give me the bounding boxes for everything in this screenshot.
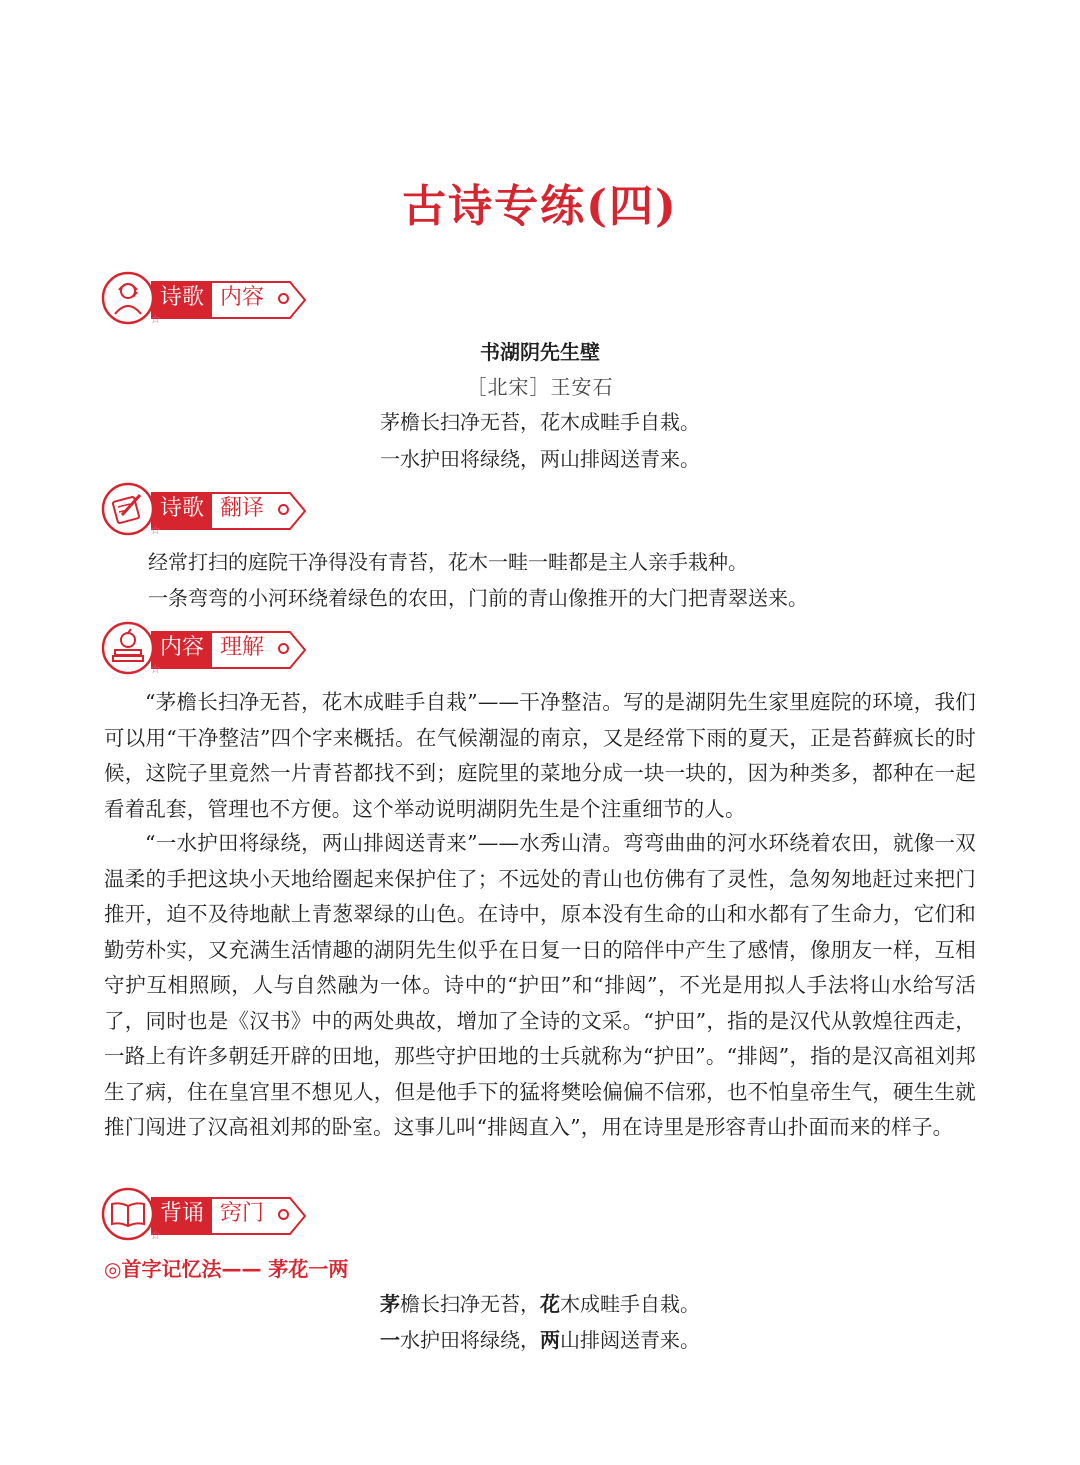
star-icon: ☆ [150, 1228, 161, 1242]
first-char: 茅 [380, 1292, 400, 1316]
section-header-translation [100, 481, 320, 541]
section-header-understanding [100, 620, 320, 680]
poem-title: 书湖阴先生壁 [480, 340, 600, 364]
translation-line: 一条弯弯的小河环绕着绿色的农田，门前的青山像推开的大门把青翠送来。 [148, 586, 808, 610]
line-text: 檐长扫净无苔， [400, 1292, 540, 1316]
star-icon: ☆ [150, 312, 161, 326]
line-text: 木成畦手自栽。 [560, 1292, 700, 1316]
memory-method: ◎首字记忆法—— 茅花一两 [104, 1257, 349, 1281]
section-dot [278, 293, 289, 304]
understanding-paragraph: “一水护田将绿绕，两山排闼送青来”——水秀山清。弯弯曲曲的河水环绕着农田，就像一双温柔的手把这块小天地给圈起来保护住了；不远处的青山也仿佛有了灵性，急匆匆地赶过来把门推开，迫不及待地献上青葱翠绿的山色。在诗中，原本没有生命的山和水都有了生命力，它们和勤劳朴实，又充满生活情趣的湖阴先生似乎在日复一日的陪伴中产生了感情，像朋友一样，互相守护互相照顾，人与自然融为一体。诗中的“护田”和“排闼”，不光是用拟人手法将山水给写活了，同时也是《汉书》中的两处典故，增加了全诗的文采。“护田”，指的是汉代从敦煌往西走，一路上有许多朝廷开辟的田地，那些守护田地的士兵就称为“护田”。“排闼”，指的是汉高祖刘邦生了病，住在皇宫里不想见人，但是他手下的猛将樊哙偏偏不信邪，也不怕皇帝生气，硬生生就推门闯进了汉高祖刘邦的卧室。这事儿叫“排闼直入”，用在诗里是形容青山扑面而来的样子。 [104, 831, 976, 1139]
section-label-primary: 背诵 [160, 1201, 205, 1226]
section-label-secondary: 翻译 [220, 496, 265, 521]
star-icon: ☆ [150, 662, 161, 676]
recitation-line [0, 1291, 1080, 1317]
star-icon: ☆ [150, 523, 161, 537]
poem-line: 茅檐长扫净无苔，花木成畦手自栽。 [380, 410, 700, 434]
recitation-line [0, 1327, 1080, 1353]
first-char: 两 [540, 1328, 560, 1352]
section-label-secondary: 内容 [220, 285, 265, 310]
section-dot [278, 1209, 289, 1220]
section-label-primary: 内容 [160, 635, 205, 660]
section-label-secondary: 理解 [220, 635, 265, 660]
page-title: 古诗专练(四) [402, 181, 678, 232]
line-text: 山排闼送青来。 [560, 1328, 700, 1352]
section-label-primary: 诗歌 [160, 496, 205, 521]
section-header-poem-content [100, 270, 320, 330]
section-dot [278, 643, 289, 654]
line-text: 水护田将绿绕， [400, 1328, 540, 1352]
section-label-secondary: 窍门 [220, 1201, 265, 1226]
translation-line: 经常打扫的庭院干净得没有青苔，花木一畦一畦都是主人亲手栽种。 [148, 550, 748, 574]
first-char: 花 [540, 1292, 560, 1316]
understanding-paragraph: “茅檐长扫净无苔，花木成畦手自栽”——干净整洁。写的是湖阴先生家里庭院的环境，我们可以用“干净整洁”四个字来概括。在气候潮湿的南京，又是经常下雨的夏天，正是苔藓疯长的时候，这院子里竟然一片青苔都找不到；庭院里的菜地分成一块一块的，因为种类多，都种在一起看着乱套，管理也不方便。这个举动说明湖阴先生是个注重细节的人。 [104, 690, 976, 821]
section-dot [278, 504, 289, 515]
poem-author: ［北宋］王安石 [466, 375, 614, 399]
first-char: 一 [380, 1328, 400, 1352]
poem-line: 一水护田将绿绕，两山排闼送青来。 [380, 447, 700, 471]
section-header-recitation [100, 1186, 320, 1246]
section-label-primary: 诗歌 [160, 285, 205, 310]
